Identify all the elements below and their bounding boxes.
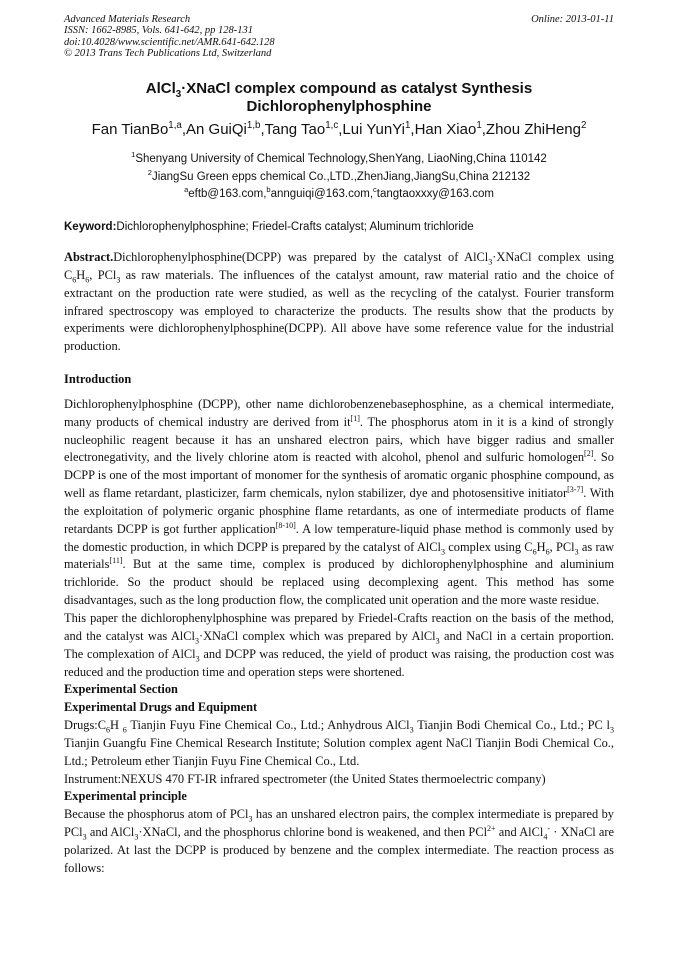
abstract-label: Abstract. bbox=[64, 250, 114, 264]
introduction-heading: Introduction bbox=[64, 372, 132, 386]
title-line-1: AlCl$_3$·XNaCl complex compound as catalyst Synthesis bbox=[145, 80, 533, 100]
author-emails: $^a$eftb@163.com,$^b$annguiqi@163.com,$^c$tangtaoxxxy@163.com bbox=[184, 185, 494, 200]
author: Tang Tao$^{1,c}$ bbox=[264, 120, 339, 138]
author: Zhou ZhiHeng$^2$ bbox=[485, 120, 587, 138]
principle-paragraph: Because the phosphorus atom of PCl$_3$ has an unshared electron pairs, the complex intermediate is prepared by PCl$_3$ and AlCl$_3$·XNaCl, and the phosphorus chlorine bond is weakened, and then PCl$^{2+}$ and AlCl$_4$- · XNaCl are polarized. At last the DCPP is produced by benzene and the complex intermediate. The reaction process as follows: bbox=[64, 807, 615, 875]
keyword-text: Dichlorophenylphosphine; Friedel-Crafts catalyst; Aluminum trichloride bbox=[116, 221, 474, 233]
author-list: Fan TianBo$^{1,a}$,An GuiQi$^{1,b}$,Tang Tao$^{1,c}$,Lui YunYi$^1$,Han Xiao$^1$,Zhou ZhiHeng$^2$ bbox=[91, 120, 587, 138]
introduction-paragraph-2: This paper the dichlorophenylphosphine was prepared by Friedel-Crafts reaction on the basis of the method, and the catalyst was AlCl$_3$·XNaCl complex which was prepared by AlCl$_3$ and NaCl in a certain proportion. The complexation of AlCl$_3$ and DCPP was reduced, the yield of product was raising, the production cost was reduced and the production time and operation steps were shortened. bbox=[64, 610, 615, 679]
principle-heading: Experimental principle bbox=[64, 789, 187, 804]
journal-name: Advanced Materials Research bbox=[64, 14, 191, 25]
drugs-equipment-heading: Experimental Drugs and Equipment bbox=[64, 700, 258, 715]
drugs-paragraph: $Drugs:C_6H$ $_6$ Tianjin Fuyu Fine Chemical Co., Ltd.; Anhydrous AlCl$_3$ Tianjin Bodi Chemical Co., Ltd.; PC $l_3$ Tianjin Guangfu Fine Chemical Research Institute; Solution complex agent NaCl Tianjin Bodi Chemical Co., Ltd.; Petroleum ether Tianjin Fuyu Fine Chemical Co., Ltd. bbox=[64, 718, 615, 768]
author: Han Xiao$^1$ bbox=[414, 120, 482, 138]
paper-title bbox=[64, 80, 614, 116]
experimental-section-heading: Experimental Section bbox=[64, 682, 178, 697]
keyword-label: Keyword: bbox=[64, 221, 117, 233]
journal-header bbox=[64, 14, 484, 59]
author: Lui YunYi$^1$ bbox=[342, 120, 411, 138]
online-date: Online: 2013-01-11 bbox=[531, 14, 614, 25]
body-text bbox=[64, 371, 614, 878]
affiliation-1: $^1$Shenyang University of Chemical Technology,ShenYang, LiaoNing,China 110142 bbox=[131, 150, 547, 165]
journal-doi: doi:10.4028/www.scientific.net/AMR.641-642.128 bbox=[64, 36, 275, 48]
affiliations bbox=[64, 151, 614, 204]
author: Fan TianBo$^{1,a}$ bbox=[91, 120, 182, 138]
instrument-paragraph: Instrument:NEXUS 470 FT-IR infrared spectrometer (the United States thermoelectric company) bbox=[64, 771, 546, 786]
abstract: Abstract.Dichlorophenylphosphine(DCPP) was prepared by the catalyst of AlCl$_3$·XNaCl complex using $C_6H_6$, PCl$_3$ as raw materials. The influences of the catalyst amount, raw material ratio and the choice of extractant on the production rate were studied, as well as the recycling of the catalyst. Fourier transform infrared spectroscopy was employed to characterize the products. The results show that the products by experiments were dichlorophenylphosphine(DCPP). All above have some reference value for the industrial production. bbox=[64, 250, 615, 354]
author: An GuiQi$^{1,b}$ bbox=[186, 120, 261, 138]
journal-copyright: © 2013 Trans Tech Publications Ltd, Switzerland bbox=[64, 47, 272, 59]
title-line-2: Dichlorophenylphosphine bbox=[246, 98, 432, 115]
keywords bbox=[64, 219, 614, 235]
introduction-paragraph-1: Dichlorophenylphosphine (DCPP), other name dichlorobenzenebasephosphine, as a chemical intermediate, many products of chemical industry are derived from it[1]. The phosphorus atom in it is a kind of strongly nucleophilic reagent because it has an unshared electron pairs, which have bigger radius and smaller electronegativity, and the lively chlorine atom is reacted with alcohol, phenol and sulfuric homologen[2]. So DCPP is one of the most important of monomer for the synthesis of aromatic organic phosphine compound, as well as flame retardant, plasticizer, farm chemicals, nylon stabilizer, dye and photosensitive initiator[3-7]. With the exploitation of polymeric organic phosphine flame retardants, as one of intermediate products of flame retardants DCPP is got further application[8-10]. A low temperature-liquid phase method is commonly used by the domestic production, in which DCPP is prepared by the catalyst of AlCl$_3$ complex using $C_6H_6$, PCl$_3$ as raw materials[11]. But at the same time, complex is produced by dichlorophenylphosphine and aluminium trichloride. So the product should be replaced using decomplexing agent. This method has some disadvantages, such as the long production flow, the complicated unit operation and the more waste residue. bbox=[64, 396, 615, 608]
journal-issn: ISSN: 1662-8985, Vols. 641-642, pp 128-131 bbox=[64, 25, 253, 37]
affiliation-2: $^2$JiangSu Green epps chemical Co.,LTD.,ZhenJiang,JiangSu,China 212132 bbox=[147, 167, 531, 183]
